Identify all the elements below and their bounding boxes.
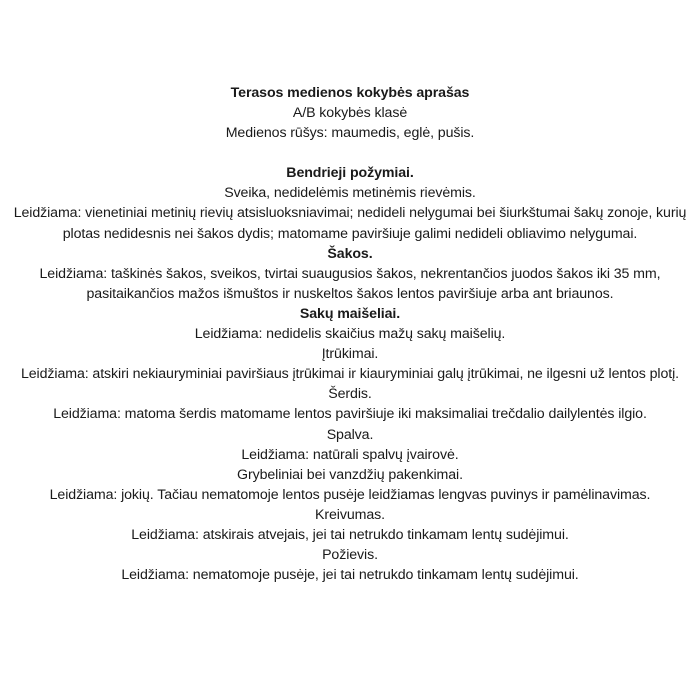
section-text: Leidžiama: nedidelis skaičius mažų sakų maišelių. [194,326,506,343]
section-text: Sveika, nedidelėmis metinėmis rievėmis. [224,185,476,202]
section-heading-general: Bendrieji požymiai. [286,165,414,182]
section-text: Leidžiama: natūrali spalvų įvairovė. [241,446,459,463]
section-text: Leidžiama: vienetiniai metinių rievių atsisluoksniavimai; nedideli nelygumai bei šiurkštumai šakų zonoje, kurių plotas nedidesnis nei šakos dydis; matomame paviršiuje galimi nedideli obliavimo nelygumai. [13,205,687,242]
spacer [0,143,700,163]
section-heading-pith: Šerdis. [328,386,372,403]
section-heading-warp: Kreivumas. [315,506,385,523]
section-heading-cracks: Įtrūkimai. [321,346,379,363]
section-heading-color: Spalva. [326,426,374,443]
section-text: Leidžiama: atskiri nekiauryminiai paviršiaus įtrūkimai ir kiauryminiai galų įtrūkimai, ne ilgesni už lentos plotį. [20,366,680,383]
section-text: Leidžiama: nematomoje pusėje, jei tai netrukdo tinkamam lentų sudėjimui. [121,567,579,584]
section-heading-resin-pockets: Sakų maišeliai. [299,305,401,322]
document-body [0,83,700,585]
wood-species: Medienos rūšys: maumedis, eglė, pušis. [225,125,475,142]
quality-grade: A/B kokybės klasė [292,105,408,122]
section-text: Leidžiama: atskirais atvejais, jei tai netrukdo tinkamam lentų sudėjimui. [131,526,569,543]
section-text: Leidžiama: jokių. Tačiau nematomoje lentos pusėje leidžiamas lengvas puvinys ir pamėlinavimas. [49,486,651,503]
section-heading-fungal-damage: Grybeliniai bei vanzdžių pakenkimai. [237,466,463,483]
section-heading-wane: Požievis. [322,547,378,564]
document-title: Terasos medienos kokybės aprašas [230,85,470,101]
section-heading-knots: Šakos. [327,245,373,262]
section-text: Leidžiama: taškinės šakos, sveikos, tvirtai suaugusios šakos, nekrentančios juodos šakos iki 35 mm, pasitaikančios mažos išmuštos ir nuskeltos šakos lentos paviršiuje arba ant briaunos. [39,265,661,302]
section-text: Leidžiama: matoma šerdis matomame lentos paviršiuje iki maksimaliai trečdalio dailylentės ilgio. [53,406,647,423]
